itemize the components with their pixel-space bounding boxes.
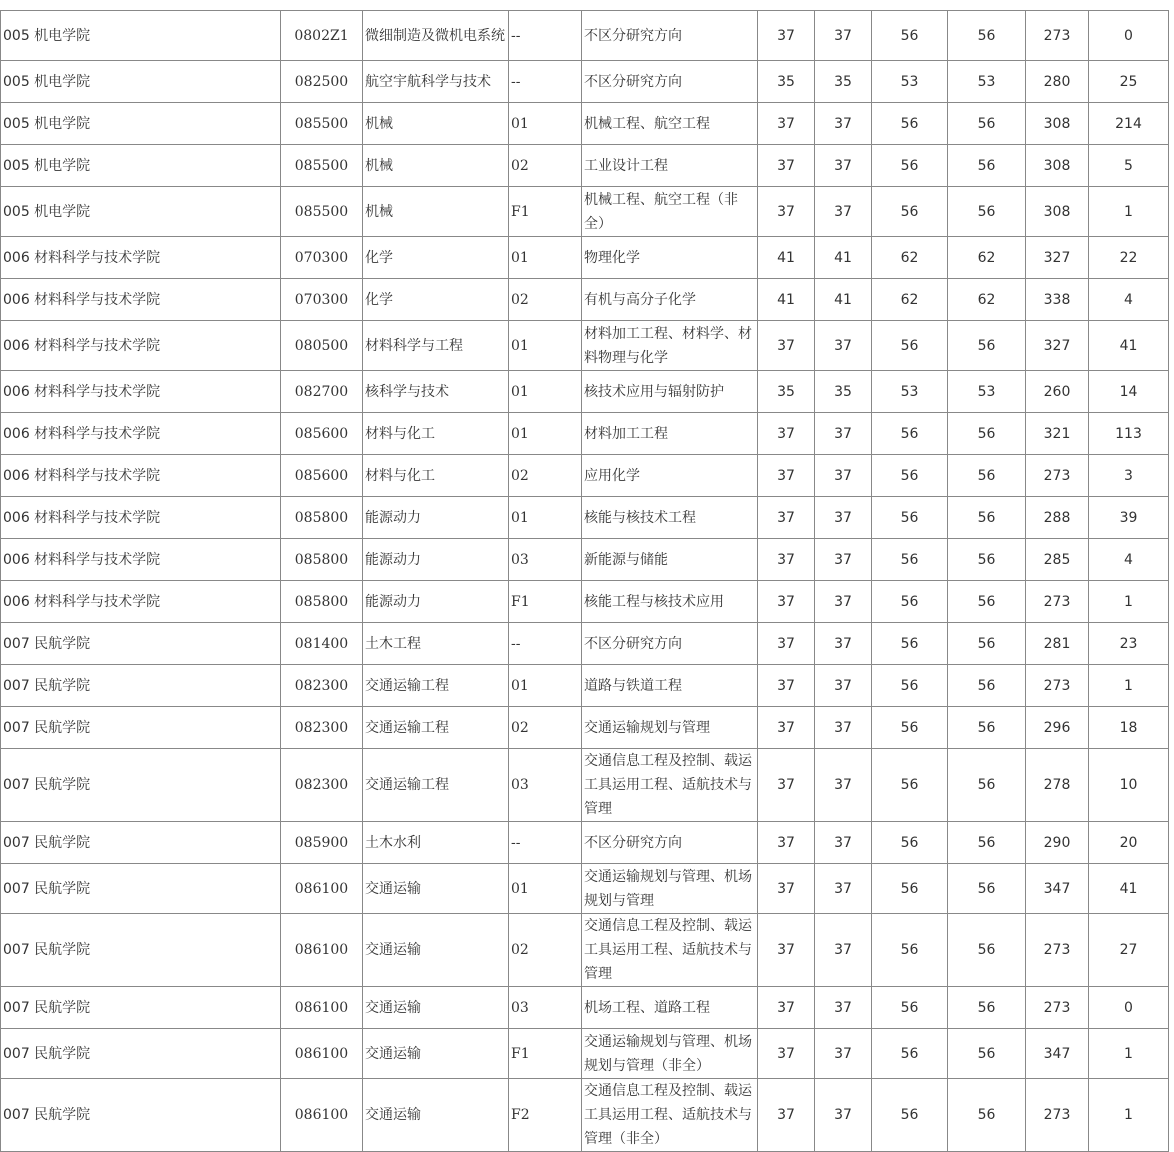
subject1-score-cell: 56: [872, 145, 948, 187]
direction-code-cell: 01: [509, 321, 582, 371]
major-name-cell: 交通运输工程: [363, 707, 509, 749]
foreign-language-score-cell: 37: [815, 749, 872, 822]
subject1-score-cell: 62: [872, 237, 948, 279]
major-code-cell: 085500: [281, 103, 363, 145]
table-row: [1, 61, 1169, 103]
politics-score-cell: 41: [758, 279, 815, 321]
table-row: [1, 11, 1169, 61]
subject1-score-cell: 56: [872, 914, 948, 987]
total-score-cell: 273: [1026, 987, 1089, 1029]
major-code-cell: 0802Z1: [281, 11, 363, 61]
enrolled-count-cell: 4: [1089, 539, 1169, 581]
subject1-score-cell: 56: [872, 413, 948, 455]
direction-name-cell: 不区分研究方向: [582, 623, 758, 665]
table-row: [1, 749, 1169, 822]
foreign-language-score-cell: 37: [815, 11, 872, 61]
subject1-score-cell: 56: [872, 749, 948, 822]
table-row: [1, 413, 1169, 455]
politics-score-cell: 37: [758, 187, 815, 237]
subject1-score-cell: 56: [872, 864, 948, 914]
major-code-cell: 082500: [281, 61, 363, 103]
total-score-cell: 260: [1026, 371, 1089, 413]
enrolled-count-cell: 27: [1089, 914, 1169, 987]
subject1-score-cell: 62: [872, 279, 948, 321]
direction-code-cell: F2: [509, 1079, 582, 1152]
college-cell: 007 民航学院: [1, 707, 281, 749]
college-cell: 007 民航学院: [1, 914, 281, 987]
major-code-cell: 085800: [281, 539, 363, 581]
subject2-score-cell: 62: [948, 279, 1026, 321]
direction-name-cell: 材料加工工程: [582, 413, 758, 455]
politics-score-cell: 41: [758, 237, 815, 279]
direction-name-cell: 机械工程、航空工程: [582, 103, 758, 145]
subject2-score-cell: 56: [948, 822, 1026, 864]
subject2-score-cell: 56: [948, 749, 1026, 822]
politics-score-cell: 37: [758, 1079, 815, 1152]
subject1-score-cell: 56: [872, 581, 948, 623]
subject2-score-cell: 56: [948, 1079, 1026, 1152]
politics-score-cell: 37: [758, 864, 815, 914]
total-score-cell: 296: [1026, 707, 1089, 749]
foreign-language-score-cell: 37: [815, 914, 872, 987]
enrolled-count-cell: 1: [1089, 581, 1169, 623]
total-score-cell: 273: [1026, 581, 1089, 623]
direction-code-cell: 02: [509, 279, 582, 321]
politics-score-cell: 37: [758, 497, 815, 539]
total-score-cell: 308: [1026, 103, 1089, 145]
college-cell: 005 机电学院: [1, 103, 281, 145]
direction-name-cell: 交通运输规划与管理、机场规划与管理（非全）: [582, 1029, 758, 1079]
direction-name-cell: 材料加工工程、材料学、材料物理与化学: [582, 321, 758, 371]
direction-code-cell: --: [509, 623, 582, 665]
major-code-cell: 086100: [281, 1029, 363, 1079]
total-score-cell: 290: [1026, 822, 1089, 864]
foreign-language-score-cell: 37: [815, 623, 872, 665]
foreign-language-score-cell: 37: [815, 413, 872, 455]
enrolled-count-cell: 41: [1089, 321, 1169, 371]
major-code-cell: 086100: [281, 864, 363, 914]
foreign-language-score-cell: 37: [815, 864, 872, 914]
subject1-score-cell: 56: [872, 1029, 948, 1079]
direction-code-cell: 03: [509, 539, 582, 581]
table-row: [1, 581, 1169, 623]
table-row: [1, 665, 1169, 707]
table-row: [1, 497, 1169, 539]
subject2-score-cell: 53: [948, 371, 1026, 413]
score-table: [0, 10, 1169, 1152]
major-name-cell: 交通运输: [363, 914, 509, 987]
direction-code-cell: 01: [509, 665, 582, 707]
direction-code-cell: --: [509, 822, 582, 864]
major-name-cell: 能源动力: [363, 581, 509, 623]
major-name-cell: 航空宇航科学与技术: [363, 61, 509, 103]
enrolled-count-cell: 1: [1089, 1029, 1169, 1079]
subject2-score-cell: 62: [948, 237, 1026, 279]
major-code-cell: 086100: [281, 914, 363, 987]
college-cell: 005 机电学院: [1, 61, 281, 103]
politics-score-cell: 35: [758, 371, 815, 413]
direction-name-cell: 不区分研究方向: [582, 822, 758, 864]
enrolled-count-cell: 22: [1089, 237, 1169, 279]
foreign-language-score-cell: 37: [815, 187, 872, 237]
enrolled-count-cell: 214: [1089, 103, 1169, 145]
major-code-cell: 080500: [281, 321, 363, 371]
table-row: [1, 623, 1169, 665]
major-name-cell: 土木水利: [363, 822, 509, 864]
major-name-cell: 交通运输: [363, 987, 509, 1029]
table-row: [1, 145, 1169, 187]
politics-score-cell: 37: [758, 1029, 815, 1079]
direction-name-cell: 工业设计工程: [582, 145, 758, 187]
direction-code-cell: 01: [509, 497, 582, 539]
direction-name-cell: 有机与高分子化学: [582, 279, 758, 321]
direction-name-cell: 物理化学: [582, 237, 758, 279]
major-code-cell: 082700: [281, 371, 363, 413]
subject2-score-cell: 56: [948, 455, 1026, 497]
major-code-cell: 086100: [281, 987, 363, 1029]
politics-score-cell: 37: [758, 11, 815, 61]
table-row: [1, 987, 1169, 1029]
college-cell: 006 材料科学与技术学院: [1, 321, 281, 371]
major-name-cell: 材料与化工: [363, 455, 509, 497]
subject1-score-cell: 56: [872, 1079, 948, 1152]
table-body: [1, 11, 1169, 1152]
politics-score-cell: 37: [758, 539, 815, 581]
direction-name-cell: 核能与核技术工程: [582, 497, 758, 539]
direction-code-cell: 03: [509, 749, 582, 822]
enrolled-count-cell: 113: [1089, 413, 1169, 455]
enrolled-count-cell: 3: [1089, 455, 1169, 497]
direction-name-cell: 道路与铁道工程: [582, 665, 758, 707]
subject2-score-cell: 56: [948, 987, 1026, 1029]
table-row: [1, 539, 1169, 581]
major-name-cell: 土木工程: [363, 623, 509, 665]
major-code-cell: 070300: [281, 279, 363, 321]
total-score-cell: 273: [1026, 1079, 1089, 1152]
subject1-score-cell: 56: [872, 665, 948, 707]
subject1-score-cell: 53: [872, 371, 948, 413]
foreign-language-score-cell: 37: [815, 581, 872, 623]
total-score-cell: 288: [1026, 497, 1089, 539]
foreign-language-score-cell: 37: [815, 145, 872, 187]
total-score-cell: 281: [1026, 623, 1089, 665]
subject2-score-cell: 56: [948, 665, 1026, 707]
foreign-language-score-cell: 37: [815, 539, 872, 581]
major-code-cell: 085500: [281, 145, 363, 187]
politics-score-cell: 37: [758, 623, 815, 665]
score-table-container: [0, 10, 1168, 1152]
direction-code-cell: 02: [509, 455, 582, 497]
direction-name-cell: 交通信息工程及控制、载运工具运用工程、适航技术与管理（非全）: [582, 1079, 758, 1152]
total-score-cell: 280: [1026, 61, 1089, 103]
total-score-cell: 327: [1026, 321, 1089, 371]
major-name-cell: 微细制造及微机电系统: [363, 11, 509, 61]
total-score-cell: 278: [1026, 749, 1089, 822]
enrolled-count-cell: 1: [1089, 665, 1169, 707]
subject1-score-cell: 56: [872, 455, 948, 497]
direction-name-cell: 机械工程、航空工程（非全）: [582, 187, 758, 237]
foreign-language-score-cell: 41: [815, 237, 872, 279]
subject2-score-cell: 56: [948, 497, 1026, 539]
college-cell: 007 民航学院: [1, 749, 281, 822]
total-score-cell: 273: [1026, 665, 1089, 707]
foreign-language-score-cell: 37: [815, 103, 872, 145]
college-cell: 007 民航学院: [1, 623, 281, 665]
major-name-cell: 化学: [363, 237, 509, 279]
major-code-cell: 082300: [281, 749, 363, 822]
college-cell: 006 材料科学与技术学院: [1, 279, 281, 321]
enrolled-count-cell: 1: [1089, 187, 1169, 237]
politics-score-cell: 35: [758, 61, 815, 103]
direction-name-cell: 核能工程与核技术应用: [582, 581, 758, 623]
subject1-score-cell: 56: [872, 497, 948, 539]
direction-name-cell: 不区分研究方向: [582, 11, 758, 61]
total-score-cell: 327: [1026, 237, 1089, 279]
total-score-cell: 285: [1026, 539, 1089, 581]
table-row: [1, 914, 1169, 987]
enrolled-count-cell: 4: [1089, 279, 1169, 321]
table-row: [1, 822, 1169, 864]
politics-score-cell: 37: [758, 321, 815, 371]
table-row: [1, 1029, 1169, 1079]
direction-code-cell: F1: [509, 1029, 582, 1079]
total-score-cell: 347: [1026, 1029, 1089, 1079]
enrolled-count-cell: 41: [1089, 864, 1169, 914]
table-row: [1, 187, 1169, 237]
direction-code-cell: 01: [509, 864, 582, 914]
major-name-cell: 交通运输工程: [363, 665, 509, 707]
major-name-cell: 机械: [363, 103, 509, 145]
total-score-cell: 308: [1026, 187, 1089, 237]
direction-code-cell: F1: [509, 187, 582, 237]
subject2-score-cell: 56: [948, 581, 1026, 623]
subject1-score-cell: 56: [872, 623, 948, 665]
major-code-cell: 070300: [281, 237, 363, 279]
subject1-score-cell: 56: [872, 187, 948, 237]
politics-score-cell: 37: [758, 413, 815, 455]
politics-score-cell: 37: [758, 749, 815, 822]
direction-name-cell: 交通信息工程及控制、载运工具运用工程、适航技术与管理: [582, 749, 758, 822]
table-row: [1, 279, 1169, 321]
subject2-score-cell: 56: [948, 539, 1026, 581]
direction-code-cell: 01: [509, 103, 582, 145]
major-name-cell: 化学: [363, 279, 509, 321]
enrolled-count-cell: 39: [1089, 497, 1169, 539]
enrolled-count-cell: 20: [1089, 822, 1169, 864]
college-cell: 007 民航学院: [1, 1079, 281, 1152]
direction-name-cell: 交通运输规划与管理、机场规划与管理: [582, 864, 758, 914]
politics-score-cell: 37: [758, 707, 815, 749]
table-row: [1, 864, 1169, 914]
major-code-cell: 086100: [281, 1079, 363, 1152]
total-score-cell: 347: [1026, 864, 1089, 914]
subject1-score-cell: 56: [872, 987, 948, 1029]
table-row: [1, 237, 1169, 279]
direction-name-cell: 交通运输规划与管理: [582, 707, 758, 749]
subject2-score-cell: 53: [948, 61, 1026, 103]
total-score-cell: 308: [1026, 145, 1089, 187]
college-cell: 006 材料科学与技术学院: [1, 497, 281, 539]
college-cell: 006 材料科学与技术学院: [1, 371, 281, 413]
subject1-score-cell: 56: [872, 822, 948, 864]
direction-name-cell: 机场工程、道路工程: [582, 987, 758, 1029]
enrolled-count-cell: 14: [1089, 371, 1169, 413]
enrolled-count-cell: 25: [1089, 61, 1169, 103]
politics-score-cell: 37: [758, 987, 815, 1029]
foreign-language-score-cell: 37: [815, 987, 872, 1029]
subject2-score-cell: 56: [948, 1029, 1026, 1079]
direction-code-cell: 01: [509, 413, 582, 455]
enrolled-count-cell: 5: [1089, 145, 1169, 187]
enrolled-count-cell: 23: [1089, 623, 1169, 665]
foreign-language-score-cell: 37: [815, 497, 872, 539]
enrolled-count-cell: 18: [1089, 707, 1169, 749]
major-name-cell: 交通运输: [363, 1029, 509, 1079]
enrolled-count-cell: 1: [1089, 1079, 1169, 1152]
foreign-language-score-cell: 37: [815, 455, 872, 497]
foreign-language-score-cell: 37: [815, 321, 872, 371]
table-row: [1, 707, 1169, 749]
table-row: [1, 321, 1169, 371]
subject1-score-cell: 56: [872, 321, 948, 371]
major-code-cell: 082300: [281, 707, 363, 749]
foreign-language-score-cell: 37: [815, 1029, 872, 1079]
politics-score-cell: 37: [758, 581, 815, 623]
subject2-score-cell: 56: [948, 707, 1026, 749]
college-cell: 005 机电学院: [1, 11, 281, 61]
college-cell: 005 机电学院: [1, 145, 281, 187]
total-score-cell: 273: [1026, 455, 1089, 497]
subject2-score-cell: 56: [948, 864, 1026, 914]
politics-score-cell: 37: [758, 103, 815, 145]
major-name-cell: 材料科学与工程: [363, 321, 509, 371]
direction-code-cell: 01: [509, 237, 582, 279]
direction-code-cell: --: [509, 11, 582, 61]
major-code-cell: 085900: [281, 822, 363, 864]
college-cell: 007 民航学院: [1, 864, 281, 914]
major-name-cell: 交通运输: [363, 1079, 509, 1152]
subject1-score-cell: 53: [872, 61, 948, 103]
direction-code-cell: 02: [509, 707, 582, 749]
total-score-cell: 338: [1026, 279, 1089, 321]
major-name-cell: 核科学与技术: [363, 371, 509, 413]
direction-name-cell: 交通信息工程及控制、载运工具运用工程、适航技术与管理: [582, 914, 758, 987]
major-code-cell: 082300: [281, 665, 363, 707]
direction-name-cell: 应用化学: [582, 455, 758, 497]
major-name-cell: 材料与化工: [363, 413, 509, 455]
college-cell: 006 材料科学与技术学院: [1, 581, 281, 623]
direction-code-cell: 02: [509, 914, 582, 987]
major-code-cell: 085800: [281, 581, 363, 623]
subject2-score-cell: 56: [948, 413, 1026, 455]
college-cell: 007 民航学院: [1, 987, 281, 1029]
table-row: [1, 1079, 1169, 1152]
politics-score-cell: 37: [758, 822, 815, 864]
foreign-language-score-cell: 37: [815, 1079, 872, 1152]
college-cell: 006 材料科学与技术学院: [1, 237, 281, 279]
table-row: [1, 103, 1169, 145]
enrolled-count-cell: 0: [1089, 987, 1169, 1029]
major-code-cell: 085800: [281, 497, 363, 539]
total-score-cell: 273: [1026, 914, 1089, 987]
enrolled-count-cell: 0: [1089, 11, 1169, 61]
direction-name-cell: 不区分研究方向: [582, 61, 758, 103]
direction-code-cell: --: [509, 61, 582, 103]
enrolled-count-cell: 10: [1089, 749, 1169, 822]
college-cell: 007 民航学院: [1, 665, 281, 707]
direction-name-cell: 新能源与储能: [582, 539, 758, 581]
foreign-language-score-cell: 35: [815, 61, 872, 103]
major-name-cell: 机械: [363, 187, 509, 237]
major-code-cell: 085600: [281, 413, 363, 455]
major-name-cell: 交通运输: [363, 864, 509, 914]
subject1-score-cell: 56: [872, 103, 948, 145]
subject1-score-cell: 56: [872, 11, 948, 61]
college-cell: 006 材料科学与技术学院: [1, 539, 281, 581]
politics-score-cell: 37: [758, 455, 815, 497]
foreign-language-score-cell: 37: [815, 822, 872, 864]
subject2-score-cell: 56: [948, 11, 1026, 61]
major-code-cell: 081400: [281, 623, 363, 665]
foreign-language-score-cell: 37: [815, 665, 872, 707]
direction-code-cell: F1: [509, 581, 582, 623]
politics-score-cell: 37: [758, 145, 815, 187]
subject1-score-cell: 56: [872, 539, 948, 581]
subject2-score-cell: 56: [948, 145, 1026, 187]
subject2-score-cell: 56: [948, 321, 1026, 371]
subject2-score-cell: 56: [948, 103, 1026, 145]
politics-score-cell: 37: [758, 914, 815, 987]
foreign-language-score-cell: 35: [815, 371, 872, 413]
direction-code-cell: 02: [509, 145, 582, 187]
foreign-language-score-cell: 41: [815, 279, 872, 321]
table-row: [1, 455, 1169, 497]
subject2-score-cell: 56: [948, 623, 1026, 665]
total-score-cell: 273: [1026, 11, 1089, 61]
college-cell: 006 材料科学与技术学院: [1, 413, 281, 455]
subject2-score-cell: 56: [948, 187, 1026, 237]
college-cell: 007 民航学院: [1, 822, 281, 864]
major-code-cell: 085500: [281, 187, 363, 237]
major-code-cell: 085600: [281, 455, 363, 497]
table-row: [1, 371, 1169, 413]
direction-name-cell: 核技术应用与辐射防护: [582, 371, 758, 413]
college-cell: 007 民航学院: [1, 1029, 281, 1079]
major-name-cell: 能源动力: [363, 539, 509, 581]
major-name-cell: 能源动力: [363, 497, 509, 539]
college-cell: 005 机电学院: [1, 187, 281, 237]
foreign-language-score-cell: 37: [815, 707, 872, 749]
subject2-score-cell: 56: [948, 914, 1026, 987]
subject1-score-cell: 56: [872, 707, 948, 749]
politics-score-cell: 37: [758, 665, 815, 707]
major-name-cell: 交通运输工程: [363, 749, 509, 822]
major-name-cell: 机械: [363, 145, 509, 187]
college-cell: 006 材料科学与技术学院: [1, 455, 281, 497]
direction-code-cell: 03: [509, 987, 582, 1029]
direction-code-cell: 01: [509, 371, 582, 413]
total-score-cell: 321: [1026, 413, 1089, 455]
